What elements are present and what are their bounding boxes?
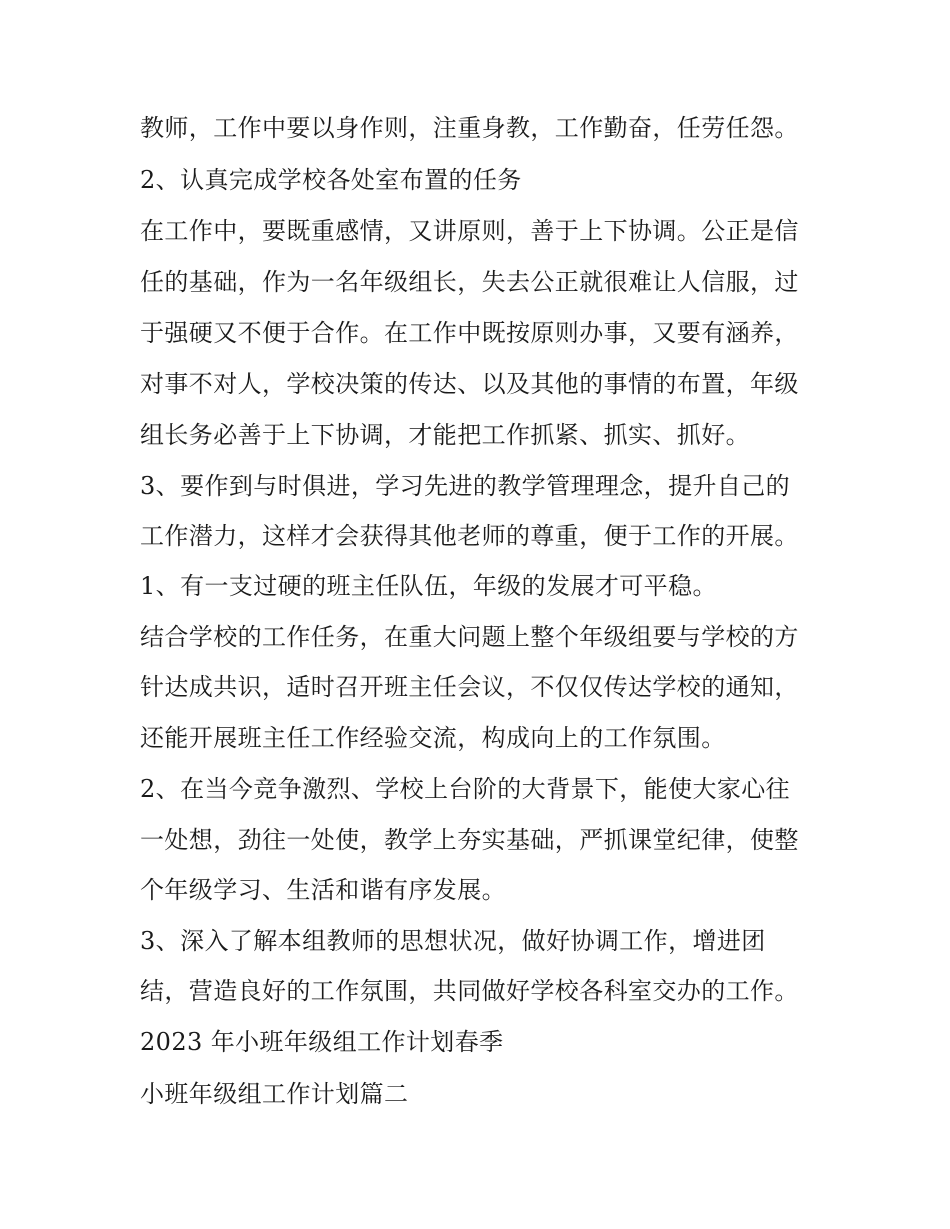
text-line: 组长务必善于上下协调，才能把工作抓紧、抓实、抓好。 (140, 421, 750, 449)
text-line: 任的基础，作为一名年级组长，失去公正就很难让人信服，过 (140, 268, 799, 296)
text-line: 对事不对人，学校决策的传达、以及其他的事情的布置，年级 (140, 370, 799, 398)
text-line: 3、深入了解本组教师的思想状况，做好协调工作，增进团 (140, 927, 766, 955)
section-heading: 小班年级组工作计划篇二 (140, 1080, 409, 1108)
text-line: 2、认真完成学校各处室布置的任务 (140, 166, 522, 194)
text-line: 工作潜力，这样才会获得其他老师的尊重，便于工作的开展。 (140, 522, 799, 550)
section-heading: 2023 年小班年级组工作计划春季 (140, 1028, 504, 1056)
text-line: 结，营造良好的工作氛围，共同做好学校各科室交办的工作。 (140, 977, 799, 1005)
text-line: 3、要作到与时俱进，学习先进的教学管理理念，提升自己的 (140, 472, 791, 500)
text-line: 于强硬又不便于合作。在工作中既按原则办事，又要有涵养， (140, 319, 799, 347)
text-line: 在工作中，要既重感情，又讲原则，善于上下协调。公正是信 (140, 217, 799, 245)
text-line: 教师，工作中要以身作则，注重身教，工作勤奋，任劳任怨。 (140, 114, 799, 142)
text-line: 2、在当今竞争激烈、学校上台阶的大背景下，能使大家心往 (140, 775, 791, 803)
text-line: 针达成共识，适时召开班主任会议，不仅仅传达学校的通知， (140, 673, 799, 701)
text-line: 个年级学习、生活和谐有序发展。 (140, 876, 506, 904)
text-line: 结合学校的工作任务，在重大问题上整个年级组要与学校的方 (140, 623, 799, 651)
text-line: 1、有一支过硬的班主任队伍，年级的发展才可平稳。 (140, 572, 717, 600)
text-line: 还能开展班主任工作经验交流，构成向上的工作氛围。 (140, 724, 726, 752)
text-line: 一处想，劲往一处使，教学上夯实基础，严抓课堂纪律，使整 (140, 826, 799, 854)
